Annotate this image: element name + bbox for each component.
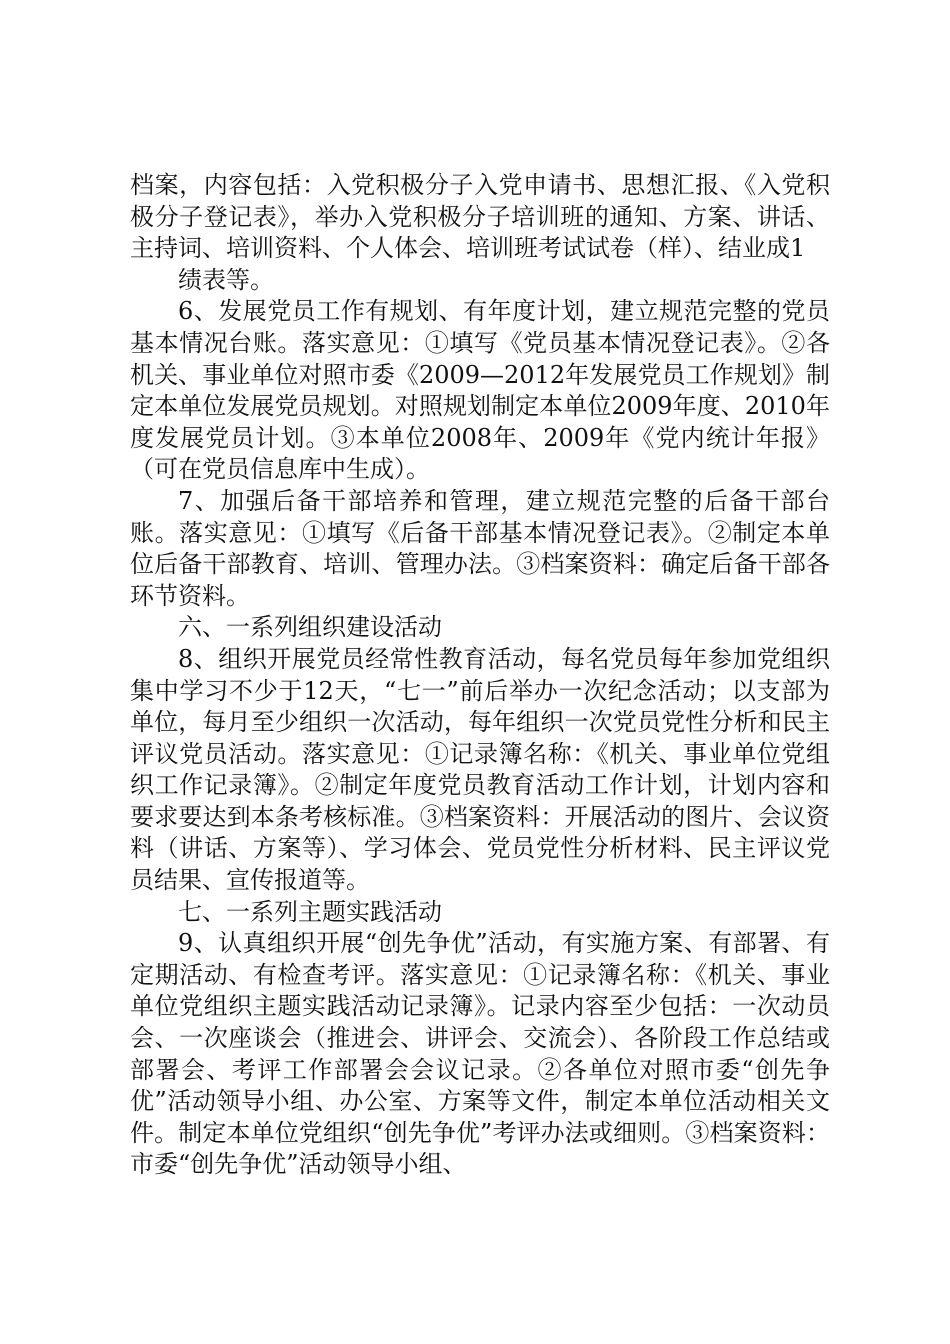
paragraph-item-8: 8、组织开展党员经常性教育活动，每名党员每年参加党组织集中学习不少于12天，“七一”前后举办一次纪念活动；以支部为单位，每月至少组织一次活动，每年组织一次党员党性分析和民主评议党员活动。落实意见：①记录簿名称：《机关、事业单位党组织工作记录簿》。②制定年度党员教育活动工作计划，计划内容和要求要达到本条考核标准。③档案资料：开展活动的图片、会议资料（讲话、方案等）、学习体会、党员党性分析材料、民主评议党员结果、宣传报道等。 — [130, 644, 830, 895]
paragraph-archive-contents: 档案，内容包括：入党积极分子入党申请书、思想汇报、《入党积极分子登记表》，举办入党积极分子培训班的通知、方案、讲话、主持词、培训资料、个人体会、培训班考试试卷（样）、结业成1 — [130, 171, 830, 263]
paragraph-item-7: 7、加强后备干部培养和管理，建立规范完整的后备干部台账。落实意见：①填写《后备干部基本情况登记表》。②制定本单位后备干部教育、培训、管理办法。③档案资料：确定后备干部各环节资料。 — [130, 486, 830, 610]
paragraph-item-6: 6、发展党员工作有规划、有年度计划，建立规范完整的党员基本情况台账。落实意见：①填写《党员基本情况登记表》。②各机关、事业单位对照市委《2009—2012年发展党员工作规划》制定本单位发展党员规划。对照规划制定本单位2009年度、2010年度发展党员计划。③本单位2008年、2009年《党内统计年报》（可在党员信息库中生成）。 — [130, 297, 830, 484]
document-body — [130, 170, 830, 1181]
section-heading-6: 六、一系列组织建设活动 — [178, 613, 442, 642]
paragraph-item-9: 9、认真组织开展“创先争优”活动，有实施方案、有部署、有定期活动、有检查考评。落实意见：①记录簿名称：《机关、事业单位党组织主题实践活动记录簿》。记录内容至少包括：一次动员会、一次座谈会（推进会、讲评会、交流会）、各阶段工作总结或部署会、考评工作部署会会议记录。②各单位对照市委“创先争优”活动领导小组、办公室、方案等文件，制定本单位活动相关文件。制定本单位党组织“创先争优”考评办法或细则。③档案资料：市委“创先争优”活动领导小组、 — [130, 929, 830, 1179]
paragraph-continuation: 绩表等。 — [178, 265, 274, 294]
section-heading-7: 七、一系列主题实践活动 — [178, 897, 442, 926]
